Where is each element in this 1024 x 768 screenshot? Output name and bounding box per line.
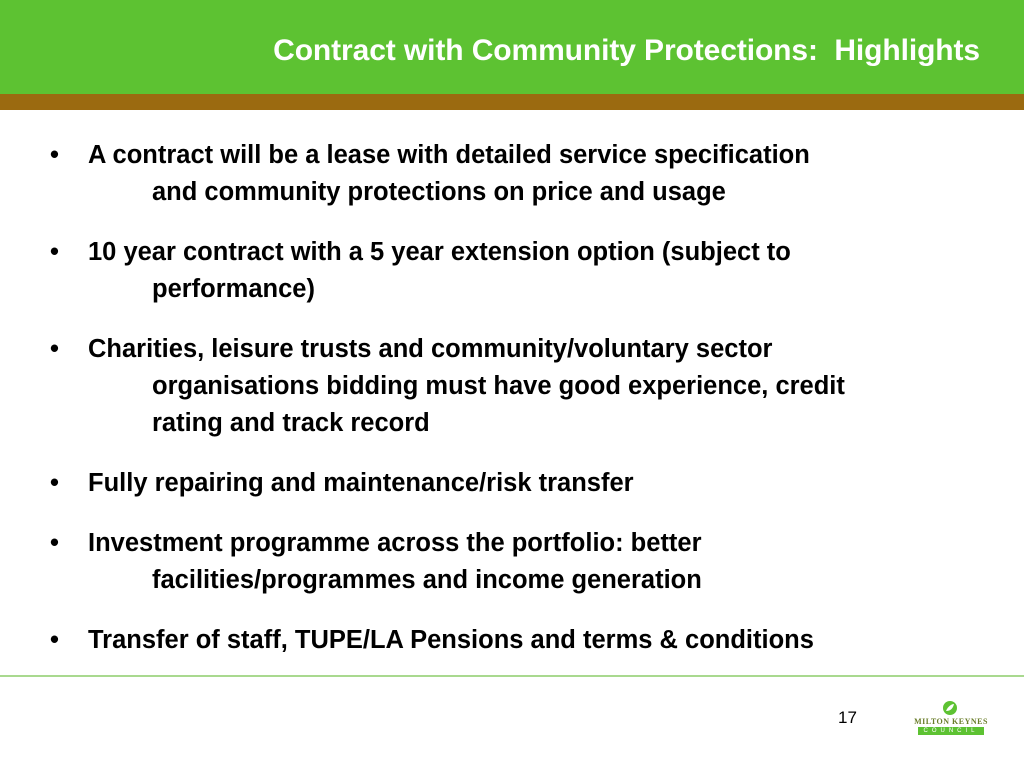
bullet-text-line: facilities/programmes and income generation [152, 566, 702, 594]
bullet-item [48, 331, 1014, 442]
bullet-text-line: 10 year contract with a 5 year extension option (subject to [88, 238, 791, 266]
bullet-text-line: A contract will be a lease with detailed service specification [88, 141, 810, 169]
bullet-icon: • [50, 626, 59, 654]
bullet-item [48, 622, 1014, 659]
accent-band [0, 94, 1024, 110]
bullet-list [48, 137, 1014, 682]
bullet-icon: • [50, 529, 59, 557]
bullet-item [48, 465, 1014, 502]
bullet-text-line: and community protections on price and usage [152, 178, 726, 206]
bullet-icon: • [50, 335, 59, 363]
bullet-text-line: Transfer of staff, TUPE/LA Pensions and terms & conditions [88, 626, 814, 654]
bullet-item [48, 525, 1014, 599]
page-number: 17 [838, 708, 857, 727]
bullet-icon: • [50, 469, 59, 497]
bullet-item [48, 137, 1014, 211]
title-bar [0, 0, 1024, 94]
slide-title: Contract with Community Protections: Highlights [273, 34, 980, 67]
logo-council-text: COUNCIL [918, 727, 984, 735]
bullet-item [48, 234, 1014, 308]
bullet-icon: • [50, 141, 59, 169]
bullet-text-line: rating and track record [152, 409, 430, 437]
council-logo [912, 700, 990, 736]
footer-divider [0, 675, 1024, 677]
bullet-text-line: Investment programme across the portfolio: better [88, 529, 702, 557]
bullet-icon: • [50, 238, 59, 266]
bullet-text-line: performance) [152, 275, 315, 303]
logo-name-text: MILTON KEYNES [914, 717, 988, 726]
bullet-text-line: Fully repairing and maintenance/risk transfer [88, 469, 634, 497]
bullet-text-line: Charities, leisure trusts and community/voluntary sector [88, 335, 773, 363]
leaf-icon [942, 700, 958, 716]
bullet-text-line: organisations bidding must have good experience, credit [152, 372, 845, 400]
